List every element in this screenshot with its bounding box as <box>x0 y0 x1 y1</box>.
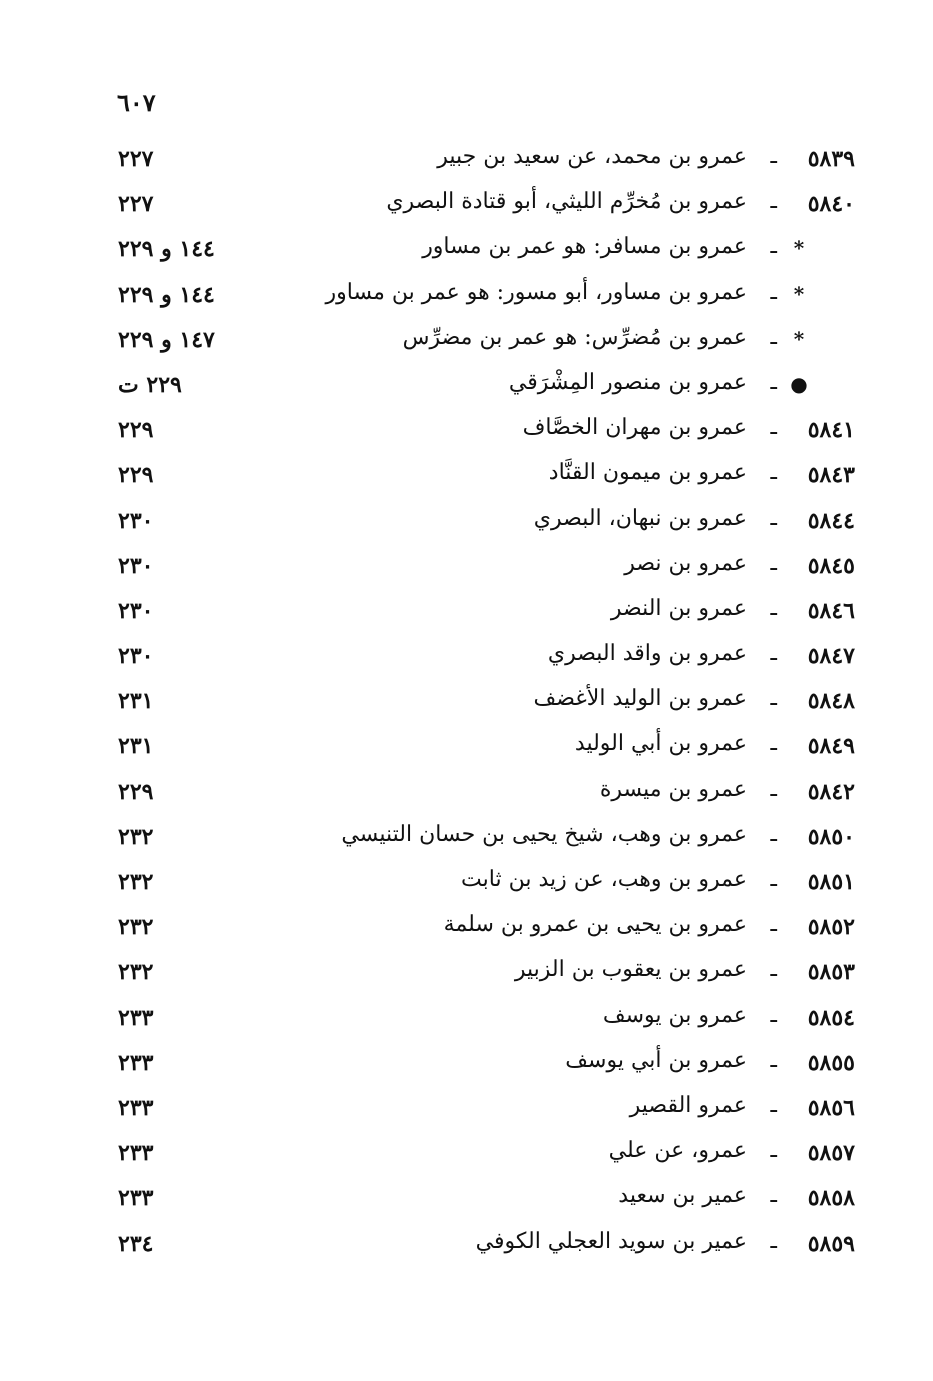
entry-dash: ـ <box>770 415 777 441</box>
entry-dash: ـ <box>770 595 777 621</box>
entry-name: عمير بن سعيد <box>618 1183 747 1209</box>
entry-number: ٥٨٥٨ <box>807 1185 855 1212</box>
entry-dash: ـ <box>770 686 777 712</box>
entry-name: عمرو بن يعقوب بن الزبير <box>514 957 747 983</box>
entry-number: ٥٨٥٢ <box>807 914 855 941</box>
index-entry-row <box>110 953 855 998</box>
entry-number: ٥٨٤٢ <box>807 778 855 805</box>
entry-page-reference: ٢٣٣ <box>118 1140 154 1167</box>
entry-page-reference: ٢٣٢ <box>118 869 154 895</box>
entry-page-reference: ٢٣٤ <box>118 1230 154 1257</box>
entry-dash: ـ <box>770 1047 777 1073</box>
entry-number: ٥٨٥٥ <box>807 1049 855 1076</box>
entry-number: ٥٨٤٠ <box>807 191 855 218</box>
entry-page-reference: ١٤٤ و ٢٢٩ <box>118 236 215 263</box>
entry-name: عمرو بن أبي يوسف <box>565 1047 747 1073</box>
entry-dash: ـ <box>770 324 777 350</box>
entry-number: ٥٨٥٠ <box>807 823 855 850</box>
entry-number: ٥٨٤٨ <box>807 688 855 715</box>
entry-dash: ـ <box>770 505 777 531</box>
entry-number: ٥٨٥٤ <box>807 1004 855 1031</box>
entry-number: ٥٨٤٩ <box>807 733 855 760</box>
entry-page-reference: ٢٣٢ <box>118 959 154 986</box>
entry-dash: ـ <box>770 1228 777 1254</box>
entry-number: ٥٨٤٥ <box>807 552 855 579</box>
entry-dash: ـ <box>770 821 777 847</box>
asterisk-marker-icon: * <box>793 281 805 306</box>
entry-number: ٥٨٤١ <box>807 417 855 444</box>
index-entry-row <box>110 999 855 1044</box>
entry-name: عمرو بن ميسرة <box>599 776 747 802</box>
entry-page-reference: ٢٢٩ <box>118 778 154 805</box>
entry-page-reference: ٢٣٢ <box>118 823 154 850</box>
entry-name: عمرو بن مهران الخصَّاف <box>522 415 747 441</box>
entry-page-reference: ٢٣٠ <box>118 597 154 624</box>
index-entry-row <box>110 908 855 953</box>
entry-number: ٥٨٤٤ <box>807 507 855 534</box>
page-number: ٦٠٧ <box>117 88 156 117</box>
index-entry-row <box>110 592 855 637</box>
entry-dash: ـ <box>770 641 777 667</box>
entry-page-reference: ٢٣٣ <box>118 1004 154 1031</box>
entry-dash: ـ <box>770 867 777 892</box>
entry-page-reference: ٢٢٧ <box>118 191 154 218</box>
entry-name: عمرو بن النضر <box>610 595 747 621</box>
entry-number: ٥٨٥٦ <box>807 1094 855 1121</box>
entry-dash: ـ <box>770 1183 777 1209</box>
entry-page-reference: ٢٣١ <box>118 733 154 760</box>
entry-name: عمرو بن وهب، عن زيد بن ثابت <box>461 867 747 892</box>
entry-dash: ـ <box>770 279 777 305</box>
bullet-marker-icon: ● <box>790 371 808 396</box>
entry-dash: ـ <box>770 776 777 802</box>
index-entry-row <box>110 502 855 547</box>
entry-number: ٥٨٥٣ <box>807 959 855 986</box>
entry-number: ٥٨٥٧ <box>807 1140 855 1167</box>
index-entry-row <box>110 1044 855 1089</box>
index-entry-row <box>110 547 855 592</box>
index-entry-row <box>110 1179 855 1224</box>
entry-name: عمرو بن نبهان، البصري <box>533 505 747 531</box>
entry-name: عمرو بن أبي الوليد <box>574 731 747 757</box>
entry-dash: ـ <box>770 1138 777 1164</box>
entry-name: عمرو بن واقد البصري <box>547 641 747 667</box>
entry-name: عمرو بن يوسف <box>602 1002 747 1028</box>
entry-name: عمرو بن وهب، شيخ يحيى بن حسان التنيسي <box>341 821 747 847</box>
index-entry-row <box>110 366 855 411</box>
entry-number: ٥٨٥١ <box>807 869 855 895</box>
entry-dash: ـ <box>770 957 777 983</box>
entry-page-reference: ٢٢٩ ت <box>118 371 182 398</box>
index-entry-row <box>110 1225 855 1270</box>
entry-page-reference: ٢٣٠ <box>118 552 154 579</box>
entry-dash: ـ <box>770 460 777 486</box>
entry-name: عمرو بن يحيى بن عمرو بن سلمة <box>443 912 747 938</box>
entry-page-reference: ١٤٤ و ٢٢٩ <box>118 281 215 308</box>
index-entry-row <box>110 321 855 366</box>
entry-page-reference: ١٤٧ و ٢٢٩ <box>118 326 215 353</box>
entry-page-reference: ٢٣٣ <box>118 1185 154 1212</box>
entry-number: ٥٨٤٧ <box>807 643 855 670</box>
entry-dash: ـ <box>770 550 777 576</box>
entry-page-reference: ٢٢٩ <box>118 417 154 444</box>
index-entry-row <box>110 773 855 818</box>
entry-dash: ـ <box>770 1092 777 1118</box>
entry-page-reference: ٢٣٣ <box>118 1049 154 1076</box>
entry-name: عمرو بن منصور المِشْرَقي <box>508 369 747 395</box>
index-entry-row <box>110 682 855 727</box>
entry-dash: ـ <box>770 731 777 757</box>
index-entry-row <box>110 456 855 501</box>
entry-page-reference: ٢٣٢ <box>118 914 154 941</box>
entry-name: عمرو بن الوليد الأغضف <box>533 686 747 712</box>
index-entry-row <box>110 276 855 321</box>
entry-name: عمرو القصير <box>629 1092 747 1118</box>
index-entry-row <box>110 185 855 230</box>
entry-name: عمرو بن ميمون القنَّاد <box>548 460 747 486</box>
index-entry-row <box>110 1089 855 1134</box>
entry-name: عمرو بن نصر <box>624 550 747 576</box>
entry-name: عمرو بن محمد، عن سعيد بن جبير <box>437 144 747 169</box>
entry-dash: ـ <box>770 912 777 938</box>
entry-dash: ـ <box>770 369 777 395</box>
entry-dash: ـ <box>770 1002 777 1028</box>
entry-name: عمرو بن مساور، أبو مسور: هو عمر بن مساور <box>325 279 747 305</box>
index-entry-row <box>110 818 855 863</box>
entry-page-reference: ٢٣٠ <box>118 507 154 534</box>
entry-page-reference: ٢٣٠ <box>118 643 154 670</box>
entry-page-reference: ٢٣٣ <box>118 1094 154 1121</box>
asterisk-marker-icon: * <box>793 236 805 261</box>
index-entry-row <box>110 727 855 772</box>
entry-page-reference: ٢٢٩ <box>118 462 154 489</box>
index-entry-row <box>110 863 855 908</box>
entry-dash: ـ <box>770 234 777 260</box>
entry-number: ٥٨٤٣ <box>807 462 855 489</box>
index-entry-row <box>110 140 855 185</box>
entry-number: ٥٨٥٩ <box>807 1230 855 1257</box>
entry-name: عمرو بن مسافر: هو عمر بن مساور <box>422 234 747 260</box>
entry-dash: ـ <box>770 144 777 169</box>
entry-name: عمرو بن مُضرِّس: هو عمر بن مضرِّس <box>402 324 747 350</box>
entry-name: عمرو، عن علي <box>608 1138 747 1164</box>
entry-page-reference: ٢٢٧ <box>118 146 154 172</box>
entry-number: ٥٨٤٦ <box>807 597 855 624</box>
entry-dash: ـ <box>770 189 777 215</box>
index-entry-row <box>110 411 855 456</box>
entry-number: ٥٨٣٩ <box>807 146 855 172</box>
entry-name: عمرو بن مُخرِّم الليثي، أبو قتادة البصري <box>386 189 747 215</box>
entry-page-reference: ٢٣١ <box>118 688 154 715</box>
index-entry-row <box>110 230 855 275</box>
asterisk-marker-icon: * <box>793 326 805 351</box>
index-entry-row <box>110 1134 855 1179</box>
index-entries <box>110 140 855 1270</box>
index-entry-row <box>110 637 855 682</box>
entry-name: عمير بن سويد العجلي الكوفي <box>475 1228 747 1254</box>
